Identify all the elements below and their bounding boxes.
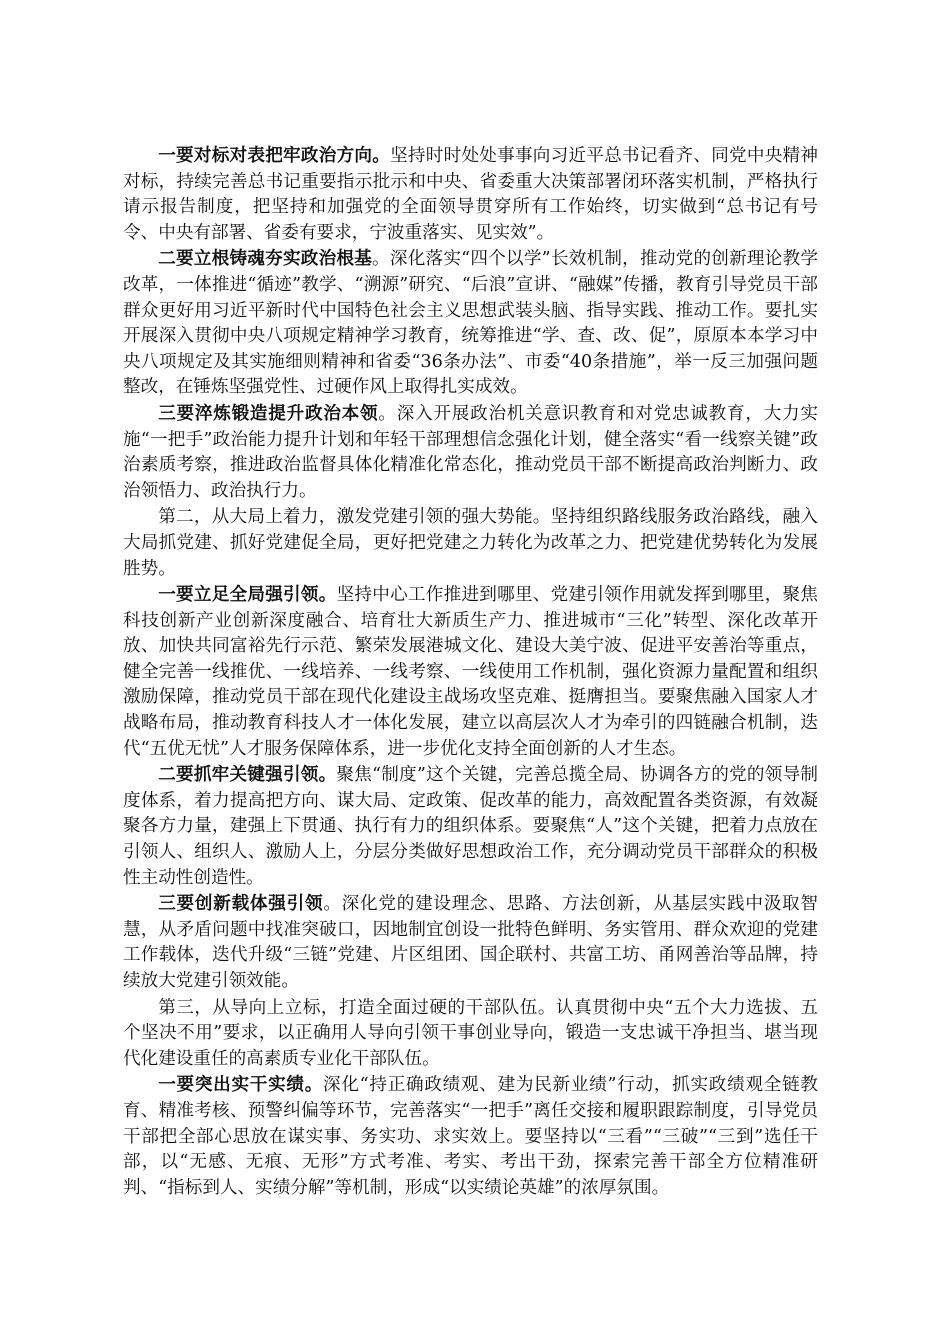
paragraph-key-leadership [123,762,818,891]
paragraph-text: 第二，从大局上着力，激发党建引领的强大势能。坚持组织路线服务政治路线，融入大局抓党建、抓好党建促全局，更好把党建之力转化为改革之力、把党建优势转化为发展胜势。 [123,507,818,579]
paragraph-overall-leadership [123,582,818,762]
paragraph-text: 。深化党的建设理念、思路、方法创新，从基层实践中汲取智慧，从矛盾问题中找准突破口，因地制宜创设一批特色鲜明、务实管用、群众欢迎的党建工作载体，迭代升级“三链”党建、片区组团、国企联村、共富工坊、甬网善治等品牌，持续放大党建引领效能。 [123,894,818,991]
paragraph-text: 第三，从导向上立标，打造全面过硬的干部队伍。认真贯彻中央“五个大力选拔、五个坚决不用”要求，以正确用人导向引领干事创业导向，锻造一支忠诚干净担当、堪当现代化建设重任的高素质专业化干部队伍。 [123,997,818,1069]
paragraph-innovation-carrier [123,891,818,994]
paragraph-heading: 三要淬炼锻造提升政治本领 [158,402,379,424]
paragraph-political-direction [123,143,818,246]
paragraph-practical-results [123,1072,818,1201]
paragraph-section-two [123,504,818,582]
paragraph-text: 。深化落实“四个以学”长效机制，推动党的创新理论教学改革，一体推进“循迹”教学、“溯源”研究、“后浪”宣讲、“融媒”传播，教育引导党员干部群众更好用习近平新时代中国特色社会主义思想武装头脑、指导实践、推动工作。要扎实开展深入贯彻中央八项规定精神学习教育，统筹推进“学、查、改、促”，原原本本学习中央八项规定及其实施细则精神和省委“36条办法”、市委“40条措施”，举一反三加强问题整改，在锤炼坚强党性、过硬作风上取得扎实成效。 [123,249,818,398]
paragraph-text: 。深入开展政治机关意识教育和对党忠诚教育，大力实施“一把手”政治能力提升计划和年轻干部理想信念强化计划，健全落实“看一线察关键”政治素质考察，推进政治监督具体化精准化常态化，推动党员干部不断提高政治判断力、政治领悟力、政治执行力。 [123,403,818,501]
paragraph-heading: 二要抓牢关键强引领。 [158,764,337,786]
paragraph-heading: 一要对标对表把牢政治方向。 [158,145,391,166]
paragraph-text: 深化“持正确政绩观、建为民新业绩”行动，抓实政绩观全链教育、精准考核、预警纠偏等环节，完善落实“一把手”离任交接和履职跟踪制度，引导党员干部把全部心思放在谋实事、务实功、求实效上。要坚持以“三看”“三破”“三到”选任干部，以“无感、无痕、无形”方式考准、考实、考出干劲，探索完善干部全方位精准研判、“指标到人、实绩分解”等机制，形成“以实绩论英雄”的浓厚氛围。 [123,1075,818,1198]
document-body [123,143,818,1201]
paragraph-heading: 三要创新载体强引领 [158,893,324,915]
paragraph-section-three [123,995,818,1073]
paragraph-political-foundation [123,246,818,401]
paragraph-text: 坚持中心工作推进到哪里、党建引领作用就发挥到哪里，聚焦科技创新产业创新深度融合、培育壮大新质生产力、推进城市“三化”转型、深化改革开放、加快共同富裕先行示范、繁荣发展港城文化、建设大美宁波、促进平安善治等重点，健全完善一线推优、一线培养、一线考察、一线使用工作机制，强化资源力量配置和组织激励保障，推动党员干部在现代化建设主战场攻坚克难、挺膺担当。要聚焦融入国家人才战略布局，推动教育科技人才一体化发展，建立以高层次人才为牵引的四链融合机制，迭代“五优无忧”人才服务保障体系，进一步优化支持全面创新的人才生态。 [123,585,818,759]
paragraph-political-ability [123,401,818,504]
paragraph-heading: 一要突出实干实绩。 [158,1074,324,1096]
paragraph-heading: 二要立根铸魂夯实政治根基 [158,248,373,270]
paragraph-text: 坚持时时处处事事向习近平总书记看齐、同党中央精神对标，持续完善总书记重要指示批示和中央、省委重大决策部署闭环落实机制，严格执行请示报告制度，把坚持和加强党的全面领导贯穿所有工作始终，切实做到“总书记有号令、中央有部署、省委有要求，宁波重落实、见实效”。 [123,146,818,243]
paragraph-heading: 一要立足全局强引领。 [158,584,337,606]
paragraph-text: 聚焦“制度”这个关键，完善总揽全局、协调各方的党的领导制度体系，着力提高把方向、谋大局、定政策、促改革的能力，高效配置各类资源，有效凝聚各方力量，建强上下贯通、执行有力的组织体系。要聚焦“人”这个关键，把着力点放在引领人、组织人、激励人上，分层分类做好思想政治工作，充分调动党员干部群众的积极性主动性创造性。 [123,765,818,888]
